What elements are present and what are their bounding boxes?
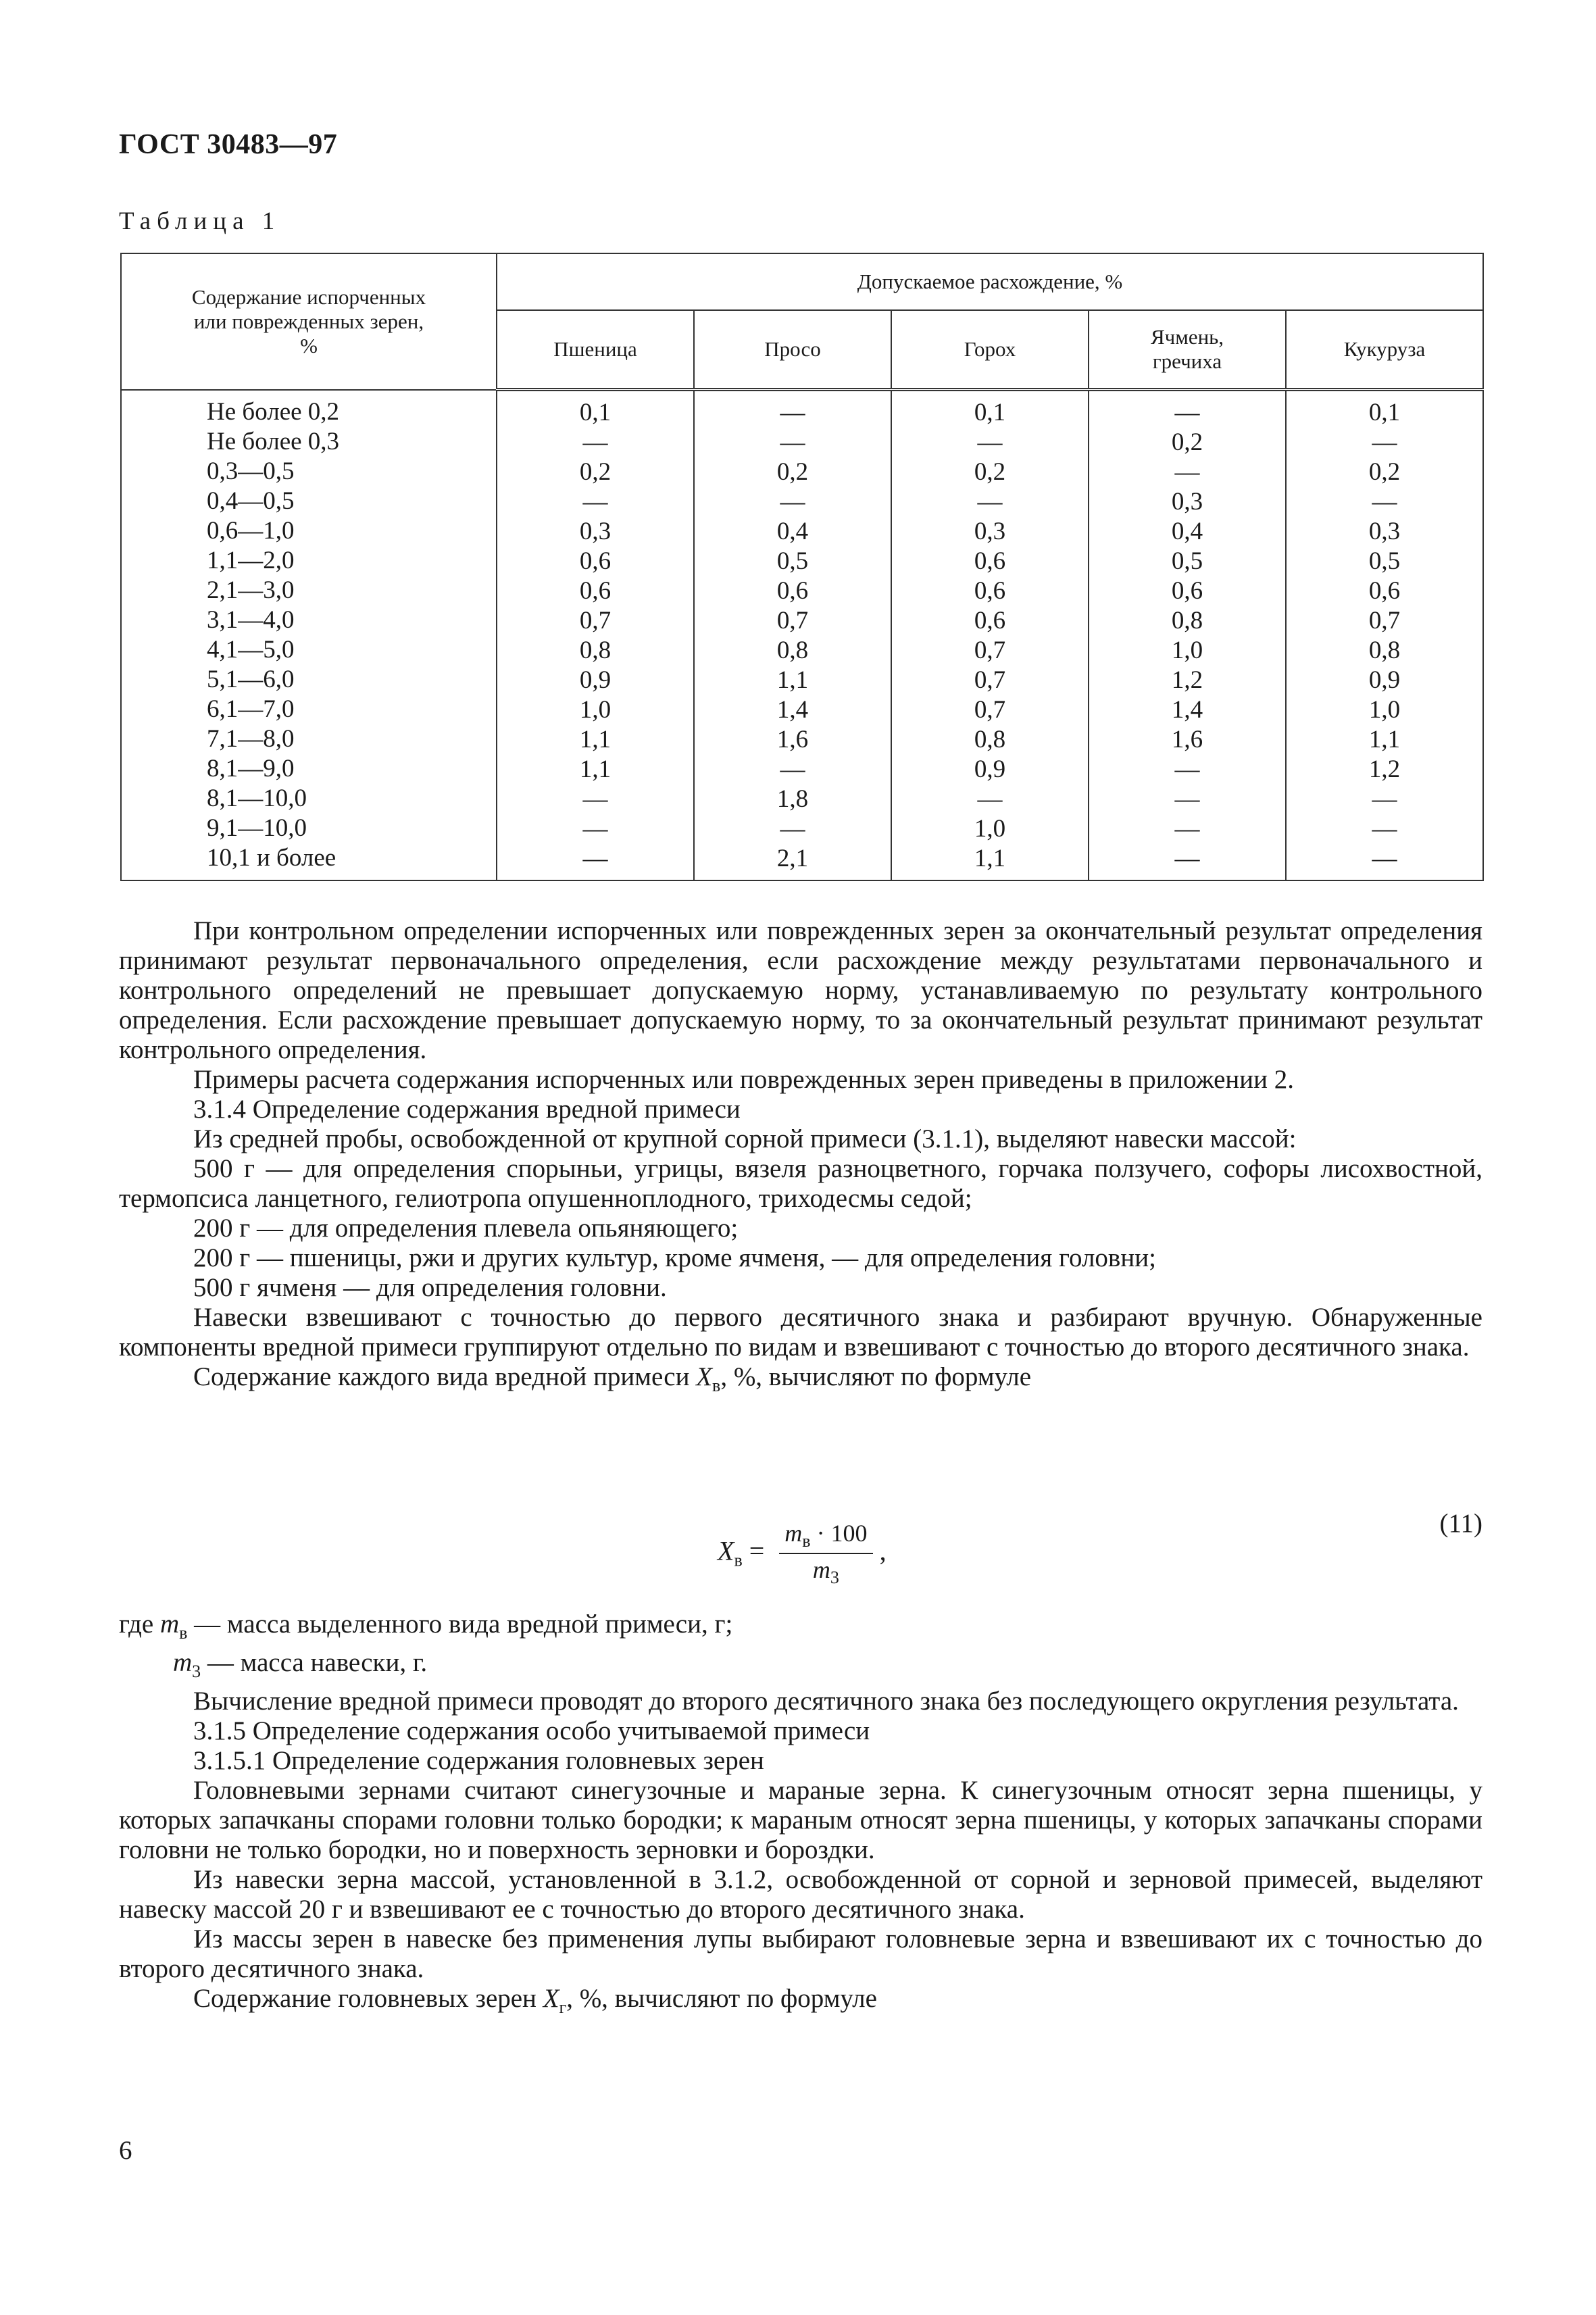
- row-label: 5,1—6,0: [207, 665, 295, 693]
- equation-number: (11): [1439, 1509, 1482, 1538]
- paragraph: Навески взвешивают с точностью до первого десятичного знака и разбирают вручную. Обнаруженные компоненты вредной примеси группируют отдельно по видам и взвешивают с точностью до второго десятичного знака.: [119, 1303, 1482, 1362]
- table-cell: —: [780, 815, 805, 843]
- table-cell: 1,1: [974, 845, 1006, 872]
- column-content-values: [121, 390, 497, 881]
- table-cell: 1,8: [776, 785, 809, 813]
- table-cell: 1,6: [776, 726, 809, 753]
- paragraph: Из средней пробы, освобожденной от крупной сорной примеси (3.1.1), выделяют навески массой:: [193, 1124, 1297, 1153]
- table-cell: —: [977, 428, 1003, 456]
- table-cell: —: [1372, 488, 1397, 516]
- page-number: 6: [119, 2136, 132, 2165]
- table-cell: —: [1174, 755, 1200, 783]
- paragraph: Головневыми зернами считают синегузочные и мараные зерна. К синегузочным относят зерна пшеницы, у которых запачканы спорами головни только бородки; к мараным относят зерна пшеницы, у которых запачканы спорами головни не только бородки, но и поверхность зерновки и бороздки.: [119, 1775, 1482, 1864]
- table-cell: 0,6: [974, 577, 1006, 605]
- column-wheat-values: [497, 390, 694, 881]
- table-cell: 2,1: [776, 845, 809, 872]
- paragraph: 200 г — для определения плевела опьяняющего;: [193, 1214, 739, 1243]
- table-cell: 0,2: [776, 458, 809, 486]
- table-cell: 1,1: [579, 755, 612, 783]
- table-cell: 0,8: [974, 726, 1006, 753]
- row-label: 9,1—10,0: [207, 814, 307, 842]
- table-cell: —: [1174, 845, 1200, 872]
- row-label: 6,1—7,0: [207, 695, 295, 723]
- table-cell: —: [1372, 815, 1397, 843]
- paragraph: Содержание головневых зерен $X_г$, %, вычисляют по формуле: [193, 1983, 877, 2017]
- paragraph: Вычисление вредной примеси проводят до второго десятичного знака без последующего округления результата.: [193, 1686, 1459, 1716]
- table-cell: 1,4: [1171, 696, 1203, 724]
- column-millet-values: [694, 390, 891, 881]
- where-clause: где $m_в$ — масса выделенного вида вредной примеси, г;: [119, 1610, 733, 1643]
- paragraph: 500 г ячменя — для определения головни.: [193, 1273, 667, 1302]
- table-cell: 0,2: [1171, 428, 1203, 456]
- paragraph: 500 г — для определения спорыньи, угрицы, вязеля разноцветного, горчака ползучего, софоры лисохвостной, термопсиса ланцетного, гелиотропа опушенноплодного, триходесмы седой;: [119, 1154, 1482, 1213]
- table-cell: 0,3: [974, 518, 1006, 545]
- table-cell: —: [977, 488, 1003, 516]
- table-cell: 0,7: [974, 696, 1006, 724]
- column-peas-values: [891, 390, 1089, 881]
- row-label: 3,1—4,0: [207, 605, 295, 634]
- table-cell: —: [1372, 785, 1397, 813]
- paragraph: Содержание каждого вида вредной примеси $X_в$, %, вычисляют по формуле: [193, 1362, 1032, 1395]
- table-cell: —: [780, 399, 805, 426]
- column-barley-values: [1089, 390, 1286, 881]
- table-cell: 0,7: [776, 607, 809, 634]
- table-cell: 0,9: [579, 666, 612, 694]
- header-peas: Горох: [891, 310, 1089, 390]
- table-cell: 0,2: [1368, 458, 1401, 486]
- table-cell: 1,1: [579, 726, 612, 753]
- table-cell: 0,2: [974, 458, 1006, 486]
- where-clause: $m_3$ — масса навески, г.: [173, 1647, 428, 1681]
- table-cell: 0,9: [974, 755, 1006, 783]
- table-cell: 1,2: [1171, 666, 1203, 694]
- section-heading: 3.1.4 Определение содержания вредной примеси: [193, 1095, 741, 1124]
- row-label: 1,1—2,0: [207, 546, 295, 574]
- paragraph: 200 г — пшеницы, ржи и других культур, кроме ячменя, — для определения головни;: [193, 1243, 1156, 1272]
- table-cell: —: [1174, 815, 1200, 843]
- row-label: 0,4—0,5: [207, 487, 295, 515]
- table-cell: 0,8: [776, 637, 809, 664]
- paragraph: Примеры расчета содержания испорченных или поврежденных зерен приведены в приложении 2.: [193, 1065, 1294, 1094]
- row-label: 10,1 и более: [207, 843, 336, 872]
- section-heading: 3.1.5.1 Определение содержания головневых зерен: [193, 1745, 764, 1775]
- row-label: 8,1—9,0: [207, 754, 295, 782]
- header-wheat: Пшеница: [497, 310, 694, 390]
- row-label: 7,1—8,0: [207, 724, 295, 753]
- table-cell: —: [1174, 458, 1200, 486]
- table-cell: 0,6: [974, 547, 1006, 575]
- table-caption: Таблица 1: [119, 207, 281, 235]
- table-cell: 0,6: [579, 547, 612, 575]
- table-cell: 0,5: [1368, 547, 1401, 575]
- tolerance-table: [120, 253, 1484, 881]
- table-cell: 0,8: [1171, 607, 1203, 634]
- formula-fraction: $\frac{m_в \cdot 100}{m_3}$: [779, 1519, 872, 1588]
- table-cell: 0,8: [1368, 637, 1401, 664]
- header-barley: Ячмень, гречиха: [1089, 310, 1286, 390]
- table-cell: 0,8: [579, 637, 612, 664]
- table-cell: 1,0: [1368, 696, 1401, 724]
- table-cell: 0,4: [1171, 518, 1203, 545]
- table-cell: 1,0: [1171, 637, 1203, 664]
- row-label: 2,1—3,0: [207, 576, 295, 604]
- paragraph: При контрольном определении испорченных или поврежденных зерен за окончательный результат определения принимают результат первоначального определения, если расхождение между результатами первоначального и контрольного определений не превышает допускаемую норму, устанавливаемую по результату контрольного определения. Если расхождение превышает допускаемую норму, то за окончательный результат принимают результат контрольного определения.: [119, 916, 1482, 1064]
- row-label: 4,1—5,0: [207, 635, 295, 664]
- table-cell: —: [582, 845, 608, 872]
- table-cell: —: [582, 815, 608, 843]
- row-label: Не более 0,3: [207, 427, 340, 455]
- table-cell: 0,5: [1171, 547, 1203, 575]
- row-label: 0,6—1,0: [207, 516, 295, 545]
- header-group: Допускаемое расхождение, %: [497, 253, 1483, 310]
- table-cell: 1,0: [579, 696, 612, 724]
- table-cell: 1,1: [1368, 726, 1401, 753]
- standard-code: ГОСТ 30483—97: [119, 129, 338, 160]
- body-text-block-2: [119, 1610, 1482, 2022]
- table-cell: 0,4: [776, 518, 809, 545]
- table-cell: 1,1: [776, 666, 809, 694]
- table-cell: 0,6: [776, 577, 809, 605]
- table-cell: 0,1: [1368, 399, 1401, 426]
- table-cell: 0,7: [974, 637, 1006, 664]
- table-cell: 0,6: [1171, 577, 1203, 605]
- table-cell: —: [1372, 428, 1397, 456]
- row-label: Не более 0,2: [207, 397, 340, 426]
- table-cell: 0,3: [579, 518, 612, 545]
- table-cell: 0,1: [974, 399, 1006, 426]
- header-millet: Просо: [694, 310, 891, 390]
- table-cell: 0,6: [974, 607, 1006, 634]
- table-cell: —: [780, 488, 805, 516]
- row-label: 0,3—0,5: [207, 457, 295, 485]
- table-cell: 1,2: [1368, 755, 1401, 783]
- table-cell: —: [582, 488, 608, 516]
- table-cell: 0,7: [974, 666, 1006, 694]
- table-cell: 0,6: [579, 577, 612, 605]
- table-cell: 0,6: [1368, 577, 1401, 605]
- table-cell: 0,3: [1368, 518, 1401, 545]
- table-cell: 0,2: [579, 458, 612, 486]
- table-cell: —: [780, 755, 805, 783]
- table-cell: —: [582, 428, 608, 456]
- table-cell: 0,7: [579, 607, 612, 634]
- table-cell: —: [1174, 785, 1200, 813]
- paragraph: Из массы зерен в навеске без применения лупы выбирают головневые зерна и взвешивают их с точностью до второго десятичного знака.: [119, 1924, 1482, 1983]
- table-cell: 1,6: [1171, 726, 1203, 753]
- paragraph: Из навески зерна массой, установленной в 3.1.2, освобожденной от сорной и зерновой примесей, выделяют навеску массой 20 г и взвешивают ее с точностью до второго десятичного знака.: [119, 1864, 1482, 1924]
- table-cell: —: [582, 785, 608, 813]
- table-cell: 1,0: [974, 815, 1006, 843]
- section-heading: 3.1.5 Определение содержания особо учитываемой примеси: [193, 1716, 870, 1745]
- body-text-block-1: [119, 916, 1482, 1401]
- table-cell: 0,3: [1171, 488, 1203, 516]
- table-cell: 0,1: [579, 399, 612, 426]
- table-cell: —: [780, 428, 805, 456]
- formula-11: $X_в$ = $\frac{m_в \cdot 100}{m_3}$ ,: [718, 1520, 887, 1588]
- header-content: Содержание испорченных или поврежденных зерен, %: [121, 253, 497, 390]
- table-cell: 0,7: [1368, 607, 1401, 634]
- column-corn-values: [1286, 390, 1483, 881]
- table-cell: —: [977, 785, 1003, 813]
- table-cell: —: [1174, 399, 1200, 426]
- table-cell: 1,4: [776, 696, 809, 724]
- header-corn: Кукуруза: [1286, 310, 1483, 390]
- row-label: 8,1—10,0: [207, 784, 307, 812]
- table-cell: 0,5: [776, 547, 809, 575]
- table-cell: —: [1372, 845, 1397, 872]
- table-cell: 0,9: [1368, 666, 1401, 694]
